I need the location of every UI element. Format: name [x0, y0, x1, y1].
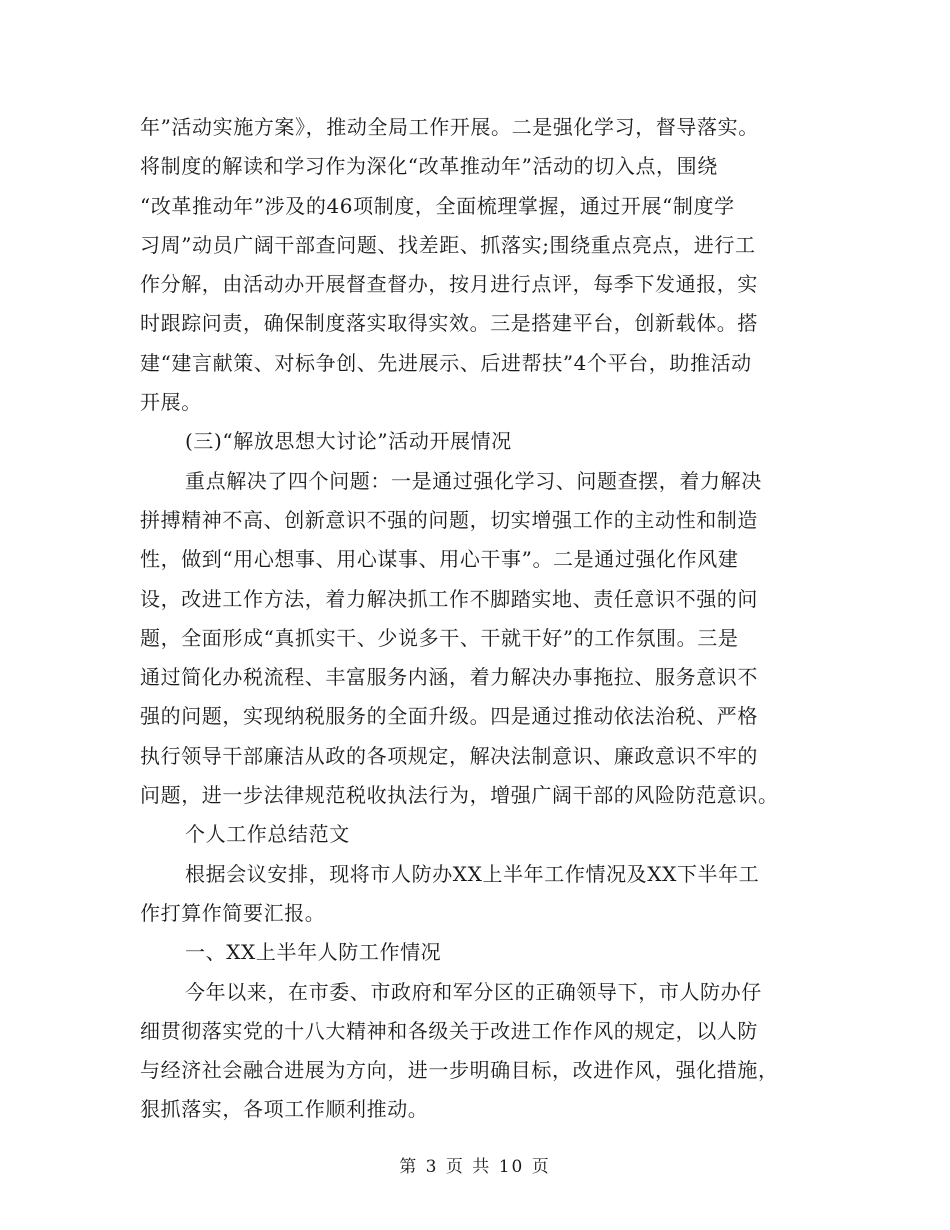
text-line: 细贯彻落实党的十八大精神和各级关于改进工作作风的规定，以人防 [140, 1018, 758, 1043]
text-line: 作打算作简要汇报。 [140, 900, 326, 925]
text-line: 习周”动员广阔干部查问题、找差距、抓落实;围绕重点亮点，进行工 [140, 232, 756, 257]
section-heading: (三)“解放思想大讨论”活动开展情况 [185, 429, 512, 454]
text-line: 开展。 [140, 390, 202, 415]
document-title: 个人工作总结范文 [185, 822, 350, 847]
page-number-footer: 第 3 页 共 10 页 [399, 1157, 551, 1177]
text-line: 建“建言献策、对标争创、先进展示、后进帮扶”4个平台，助推活动 [140, 350, 752, 375]
text-line: 将制度的解读和学习作为深化“改革推动年”活动的切入点，围绕 [140, 154, 718, 179]
section-heading: 一、XX上半年人防工作情况 [185, 940, 442, 965]
text-line: 作分解，由活动办开展督查督办，按月进行点评，每季下发通报，实 [140, 272, 758, 297]
text-line: 时跟踪问责，确保制度落实取得实效。三是搭建平台，创新载体。搭 [140, 311, 758, 336]
document-body [140, 108, 820, 1130]
text-line: 根据会议安排，现将市人防办XX上半年工作情况及XX下半年工 [185, 861, 760, 886]
text-line: 与经济社会融合进展为方向，进一步明确目标，改进作风，强化措施， [140, 1058, 779, 1083]
text-line: 拼搏精神不高、创新意识不强的问题，切实增强工作的主动性和制造 [140, 507, 758, 532]
text-line: 设，改进工作方法，着力解决抓工作不脚踏实地、责任意识不强的问 [140, 586, 758, 611]
text-line: 重点解决了四个问题：一是通过强化学习、问题查摆，着力解决 [185, 468, 762, 493]
text-line: 执行领导干部廉洁从政的各项规定，解决法制意识、廉政意识不牢的 [140, 743, 758, 768]
text-line: 通过简化办税流程、丰富服务内涵，着力解决办事拖拉、服务意识不 [140, 665, 758, 690]
text-line: 性，做到“用心想事、用心谋事、用心干事”。二是通过强化作风建 [140, 547, 739, 572]
text-line: 问题，进一步法律规范税收执法行为，增强广阔干部的风险防范意识。 [140, 783, 779, 808]
text-line: 强的问题，实现纳税服务的全面升级。四是通过推动依法治税、严格 [140, 704, 758, 729]
text-line: 题，全面形成“真抓实干、少说多干、干就干好”的工作氛围。三是 [140, 625, 739, 650]
text-line: “改革推动年”涉及的46项制度，全面梳理掌握，通过开展“制度学 [140, 193, 735, 218]
text-line: 年”活动实施方案》，推动全局工作开展。二是强化学习，督导落实。 [140, 115, 759, 139]
text-line: 狠抓落实，各项工作顺利推动。 [140, 1097, 429, 1122]
text-line: 今年以来，在市委、市政府和军分区的正确领导下，市人防办仔 [185, 979, 762, 1004]
